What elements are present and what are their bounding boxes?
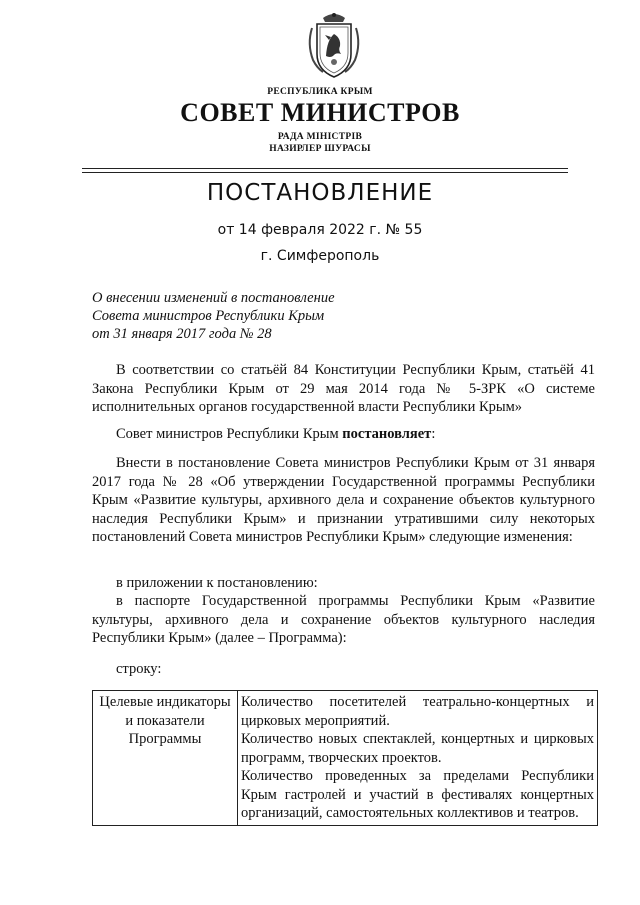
document-subject	[92, 289, 392, 343]
amendment-paragraph	[92, 454, 595, 547]
indicators-table	[92, 690, 598, 826]
council-title: СОВЕТ МИНИСТРОВ	[180, 98, 460, 127]
row-label: строку:	[116, 661, 162, 677]
decree-tail: :	[431, 426, 436, 442]
passport-text: в паспорте Государственной программы Республики Крым «Развитие культуры, архивного дела и сохранение объектов культурного наследия Республики Крым» (далее – Программа):	[92, 593, 595, 646]
document-date-number: от 14 февраля 2022 г. № 55	[217, 222, 423, 238]
decree-lead: Совет министров Республики Крым	[116, 426, 343, 442]
subject-line: О внесении изменений в постановление	[92, 290, 335, 306]
decree-paragraph	[92, 425, 595, 444]
subject-line: от 31 января 2017 года № 28	[92, 326, 272, 342]
indicator-value: Количество посетителей театрально-концертных и цирковых мероприятий.	[241, 694, 594, 729]
council-title-ukrainian: РАДА МІНІСТРІВ	[277, 132, 363, 142]
header-divider-secondary	[82, 172, 568, 173]
header-divider	[82, 168, 568, 169]
row-label-paragraph	[92, 660, 595, 679]
decree-verb: постановляет	[342, 426, 432, 442]
indicator-values-cell	[238, 691, 598, 826]
republic-label: РЕСПУБЛИКА КРЫМ	[267, 87, 373, 97]
preamble-paragraph	[92, 361, 595, 417]
preamble-text: В соответствии со статьёй 84 Конституции Республики Крым, статьёй 41 Закона Республики Крым от 29 мая 2014 года № 5-ЗРК «О системе исполнительных органов государственной власти Республики Крым»	[92, 362, 595, 415]
table-row	[93, 691, 598, 826]
document-city: г. Симферополь	[260, 248, 380, 264]
appendix-paragraph	[92, 574, 595, 593]
crimea-coat-of-arms-icon	[303, 10, 365, 80]
council-title-crimean-tatar: НАЗИРЛЕР ШУРАСЫ	[269, 144, 371, 154]
indicator-value: Количество проведенных за пределами Республики Крым гастролей и участий в фестивалях концертных организаций, самостоятельных коллективов и театров.	[241, 768, 594, 821]
appendix-text: в приложении к постановлению:	[116, 575, 318, 591]
indicator-name-cell: Целевые индикаторы и показатели Программы	[93, 691, 238, 826]
amendment-text: Внести в постановление Совета министров Республики Крым от 31 января 2017 года № 28 «Об утверждении Государственной программы Республики Крым «Развитие культуры, архивного дела и сохранение объектов культурного наследия Республики Крым» и признании утратившими силу некоторых постановлений Совета министров Республики Крым» следующие изменения:	[92, 455, 595, 545]
document-type: ПОСТАНОВЛЕНИЕ	[206, 180, 434, 206]
subject-line: Совета министров Республики Крым	[92, 308, 325, 324]
passport-paragraph	[92, 592, 595, 648]
indicator-value: Количество новых спектаклей, концертных и цирковых программ, творческих проектов.	[241, 731, 594, 766]
